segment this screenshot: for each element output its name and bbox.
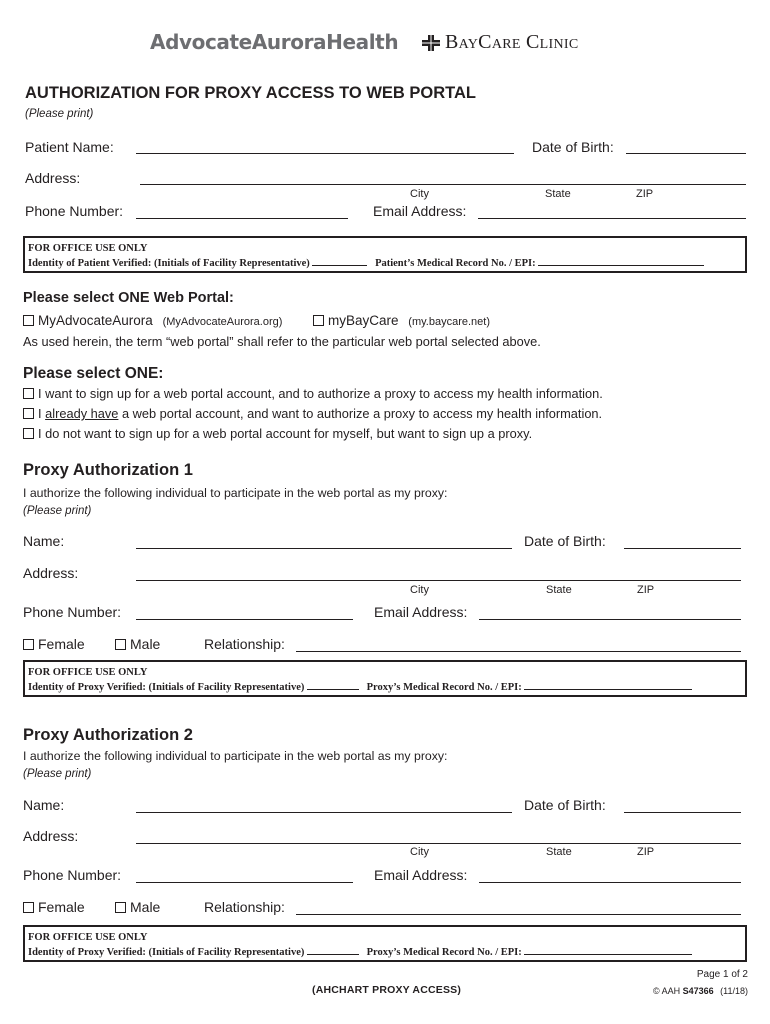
office-use-row xyxy=(28,256,704,270)
proxy2-intro: I authorize the following individual to participate in the web portal as my proxy: xyxy=(23,749,448,763)
patient-record-field[interactable] xyxy=(538,256,704,266)
select-option-signup-and-proxy[interactable]: I want to sign up for a web portal account, and to authorize a proxy to access my health information. xyxy=(23,386,603,401)
proxy1-state-label: State xyxy=(546,584,572,596)
proxy1-email-field[interactable] xyxy=(479,619,741,620)
office-use-box-proxy1 xyxy=(23,660,747,697)
patient-name-label: Patient Name: xyxy=(25,139,114,155)
portal-option-mybaycare[interactable]: myBayCare (my.baycare.net) xyxy=(313,313,490,328)
proxy1-email-label: Email Address: xyxy=(374,604,468,620)
proxy2-dob-label: Date of Birth: xyxy=(524,797,606,813)
patient-email-label: Email Address: xyxy=(373,203,467,219)
proxy2-verified-initials-field[interactable] xyxy=(307,945,359,955)
proxy1-verified-initials-field[interactable] xyxy=(307,680,359,690)
proxy1-female-option[interactable]: Female xyxy=(23,636,85,652)
proxy1-record-label: Proxy’s Medical Record No. / EPI: xyxy=(366,682,522,693)
proxy1-relationship-field[interactable] xyxy=(296,651,741,652)
proxy2-email-field[interactable] xyxy=(479,882,741,883)
checkbox-icon[interactable] xyxy=(23,408,34,419)
proxy1-dob-label: Date of Birth: xyxy=(524,533,606,549)
proxy2-heading: Proxy Authorization 2 xyxy=(23,726,193,744)
proxy2-zip-label: ZIP xyxy=(637,846,655,858)
patient-name-field[interactable] xyxy=(136,153,514,154)
proxy2-record-label: Proxy’s Medical Record No. / EPI: xyxy=(366,947,522,958)
proxy2-state-label: State xyxy=(546,846,572,858)
checkbox-icon[interactable] xyxy=(23,388,34,399)
form-copyright: © AAH S47366 (11/18) xyxy=(652,986,748,996)
proxy1-address-label: Address: xyxy=(23,565,79,581)
select-one-heading: Please select ONE: xyxy=(23,365,164,382)
proxy2-female-option[interactable]: Female xyxy=(23,899,85,915)
proxy2-verified-label: Identity of Proxy Verified: (Initials of Facility Representative) xyxy=(28,947,305,958)
patient-dob-label: Date of Birth: xyxy=(532,139,614,155)
proxy2-relationship-field[interactable] xyxy=(296,914,741,915)
proxy1-record-field[interactable] xyxy=(524,680,692,690)
checkbox-icon[interactable] xyxy=(23,902,34,913)
checkbox-icon[interactable] xyxy=(23,315,34,326)
checkbox-icon[interactable] xyxy=(313,315,324,326)
patient-city-label: City xyxy=(410,188,429,200)
patient-phone-field[interactable] xyxy=(136,218,348,219)
page-number: Page 1 of 2 xyxy=(696,969,748,980)
portal-option-myadvocateaurora[interactable]: MyAdvocateAurora (MyAdvocateAurora.org) xyxy=(23,313,282,328)
office-use-box-proxy2 xyxy=(23,925,747,962)
proxy2-address-field[interactable] xyxy=(136,843,741,844)
chart-label: (AHCHART PROXY ACCESS) xyxy=(312,984,462,996)
office-use-row xyxy=(28,945,692,959)
web-portal-note: As used herein, the term “web portal” shall refer to the particular web portal selected above. xyxy=(23,334,541,349)
proxy1-intro: I authorize the following individual to participate in the web portal as my proxy: xyxy=(23,486,448,500)
proxy1-male-option[interactable]: Male xyxy=(115,636,160,652)
proxy1-address-field[interactable] xyxy=(136,580,741,581)
patient-address-field[interactable] xyxy=(140,184,746,185)
proxy2-please-print: (Please print) xyxy=(23,768,92,780)
checkbox-icon[interactable] xyxy=(23,639,34,650)
proxy1-phone-field[interactable] xyxy=(136,619,353,620)
office-use-title: FOR OFFICE USE ONLY xyxy=(28,932,148,943)
proxy2-address-label: Address: xyxy=(23,828,79,844)
proxy2-record-field[interactable] xyxy=(524,945,692,955)
proxy1-dob-field[interactable] xyxy=(624,548,741,549)
patient-zip-label: ZIP xyxy=(636,188,654,200)
proxy2-phone-field[interactable] xyxy=(136,882,353,883)
patient-address-label: Address: xyxy=(25,170,81,186)
patient-verified-initials-field[interactable] xyxy=(312,256,367,266)
please-print-note: (Please print) xyxy=(25,108,94,120)
office-use-title: FOR OFFICE USE ONLY xyxy=(28,667,148,678)
proxy2-name-field[interactable] xyxy=(136,812,512,813)
baycare-clinic-logo xyxy=(421,31,578,54)
baycare-cross-icon xyxy=(421,34,441,52)
office-use-title: FOR OFFICE USE ONLY xyxy=(28,243,148,254)
proxy2-dob-field[interactable] xyxy=(624,812,741,813)
proxy1-heading: Proxy Authorization 1 xyxy=(23,461,193,479)
checkbox-icon[interactable] xyxy=(23,428,34,439)
checkbox-icon[interactable] xyxy=(115,902,126,913)
proxy1-name-field[interactable] xyxy=(136,548,512,549)
proxy1-verified-label: Identity of Proxy Verified: (Initials of Facility Representative) xyxy=(28,682,305,693)
office-use-box-patient xyxy=(23,236,747,273)
proxy2-name-label: Name: xyxy=(23,797,65,813)
patient-record-label: Patient’s Medical Record No. / EPI: xyxy=(375,258,536,269)
baycare-clinic-text: BayCare Clinic xyxy=(445,31,579,53)
select-option-already-have[interactable]: I already have a web portal account, and want to authorize a proxy to access my health information. xyxy=(23,406,602,421)
patient-email-field[interactable] xyxy=(478,218,746,219)
proxy2-email-label: Email Address: xyxy=(374,867,468,883)
proxy1-phone-label: Phone Number: xyxy=(23,604,122,620)
proxy1-zip-label: ZIP xyxy=(637,584,655,596)
office-use-row xyxy=(28,680,692,694)
select-option-proxy-only[interactable]: I do not want to sign up for a web portal account for myself, but want to sign up a proxy. xyxy=(23,426,532,441)
form-title: AUTHORIZATION FOR PROXY ACCESS TO WEB PORTAL xyxy=(25,84,477,102)
patient-dob-field[interactable] xyxy=(626,153,746,154)
proxy2-city-label: City xyxy=(410,846,429,858)
proxy1-city-label: City xyxy=(410,584,429,596)
proxy2-male-option[interactable]: Male xyxy=(115,899,160,915)
proxy1-name-label: Name: xyxy=(23,533,65,549)
checkbox-icon[interactable] xyxy=(115,639,126,650)
proxy1-please-print: (Please print) xyxy=(23,505,92,517)
web-portal-heading: Please select ONE Web Portal: xyxy=(23,290,234,306)
proxy1-relationship-label: Relationship: xyxy=(204,636,285,652)
proxy2-relationship-label: Relationship: xyxy=(204,899,285,915)
advocate-aurora-logo: AdvocateAuroraHealth xyxy=(150,30,399,54)
patient-verified-label: Identity of Patient Verified: (Initials of Facility Representative) xyxy=(28,258,310,269)
proxy2-phone-label: Phone Number: xyxy=(23,867,122,883)
patient-phone-label: Phone Number: xyxy=(25,203,124,219)
patient-state-label: State xyxy=(545,188,571,200)
